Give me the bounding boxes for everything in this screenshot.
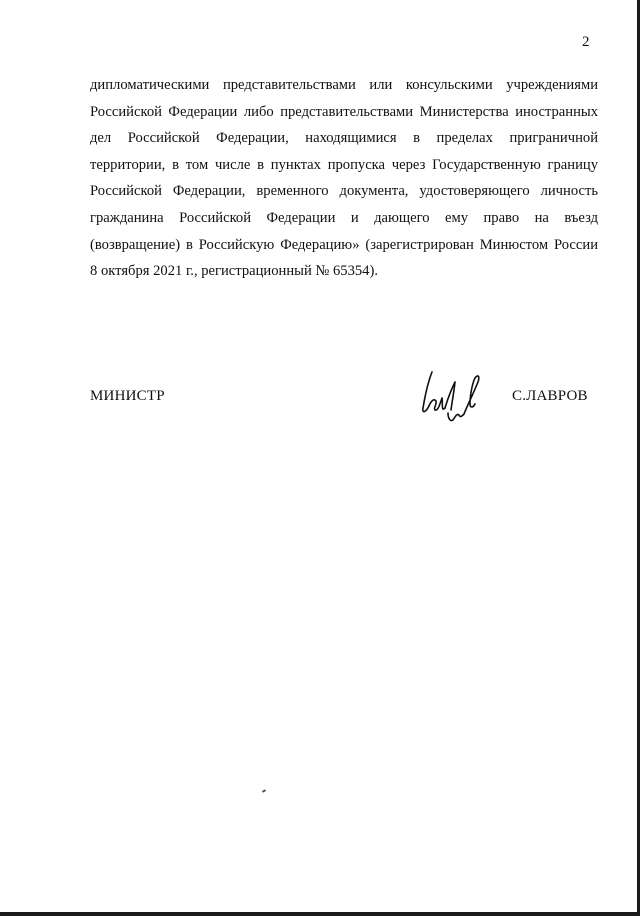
body-line: дипломатическими представительствами или консульскими учреждениями bbox=[90, 77, 598, 93]
body-line: Российской Федерации, временного документа, удостоверяющего личность bbox=[90, 183, 598, 200]
body-paragraph bbox=[90, 72, 598, 285]
body-line: территории, в том числе в пунктах пропуска через Государственную границу bbox=[90, 156, 598, 173]
body-line: (возвращение) в Российскую Федерацию» (зарегистрирован Минюстом России bbox=[90, 236, 598, 253]
scan-border-bottom bbox=[0, 912, 640, 916]
position-title: МИНИСТР bbox=[90, 388, 165, 404]
body-line: Российской Федерации либо представительствами Министерства иностранных bbox=[90, 103, 598, 120]
page-number: 2 bbox=[582, 34, 590, 50]
signature-block bbox=[0, 368, 640, 428]
body-line-last: 8 октября 2021 г., регистрационный № 65354). bbox=[90, 263, 378, 280]
signer-name: С.ЛАВРОВ bbox=[512, 388, 588, 404]
signature-icon bbox=[418, 368, 498, 428]
scan-speck bbox=[262, 789, 266, 793]
body-line: дел Российской Федерации, находящимися в пределах приграничной bbox=[90, 130, 598, 147]
body-line: гражданина Российской Федерации и дающего ему право на въезд bbox=[90, 209, 598, 226]
